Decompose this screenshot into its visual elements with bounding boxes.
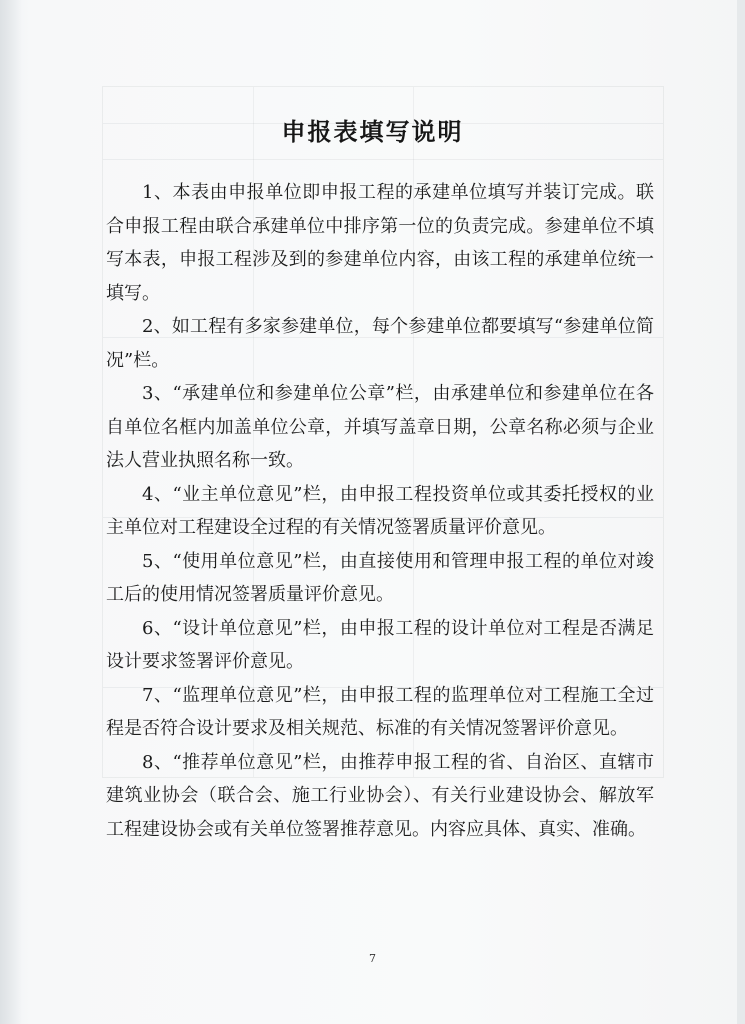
instruction-paragraph-1: 1、本表由申报单位即申报工程的承建单位填写并装订完成。联合申报工程由联合承建单位中排序第一位的负责完成。参建单位不填写本表，申报工程涉及到的参建单位内容，由该工程的承建单位统一填写。 (106, 182, 654, 304)
instruction-paragraph-8: 8、“推荐单位意见”栏，由推荐申报工程的省、自治区、直辖市建筑业协会（联合会、施工行业协会）、有关行业建设协会、解放军工程建设协会或有关单位签署推荐意见。内容应具体、真实、准确。 (106, 751, 654, 840)
instruction-paragraph-5: 5、“使用单位意见”栏，由直接使用和管理申报工程的单位对竣工后的使用情况签署质量评价意见。 (106, 550, 654, 605)
instruction-paragraph-4: 4、“业主单位意见”栏，由申报工程投资单位或其委托授权的业主单位对工程建设全过程的有关情况签署质量评价意见。 (106, 483, 654, 538)
instruction-paragraph-2: 2、如工程有多家参建单位，每个参建单位都要填写“参建单位简况”栏。 (106, 316, 654, 371)
page-number: 7 (369, 952, 376, 965)
page-right-edge (737, 0, 745, 1024)
page-title: 申报表填写说明 (281, 117, 464, 146)
instruction-paragraph-7: 7、“监理单位意见”栏，由申报工程的监理单位对工程施工全过程是否符合设计要求及相关规范、标准的有关情况签署评价意见。 (106, 684, 654, 739)
instructions-body (106, 176, 654, 846)
instruction-paragraph-6: 6、“设计单位意见”栏，由申报工程的设计单位对工程是否满足设计要求签署评价意见。 (106, 617, 654, 672)
page-binding-shadow (0, 0, 22, 1024)
instruction-paragraph-3: 3、“承建单位和参建单位公章”栏，由承建单位和参建单位在各自单位名框内加盖单位公章，并填写盖章日期，公章名称必须与企业法人营业执照名称一致。 (106, 383, 654, 471)
